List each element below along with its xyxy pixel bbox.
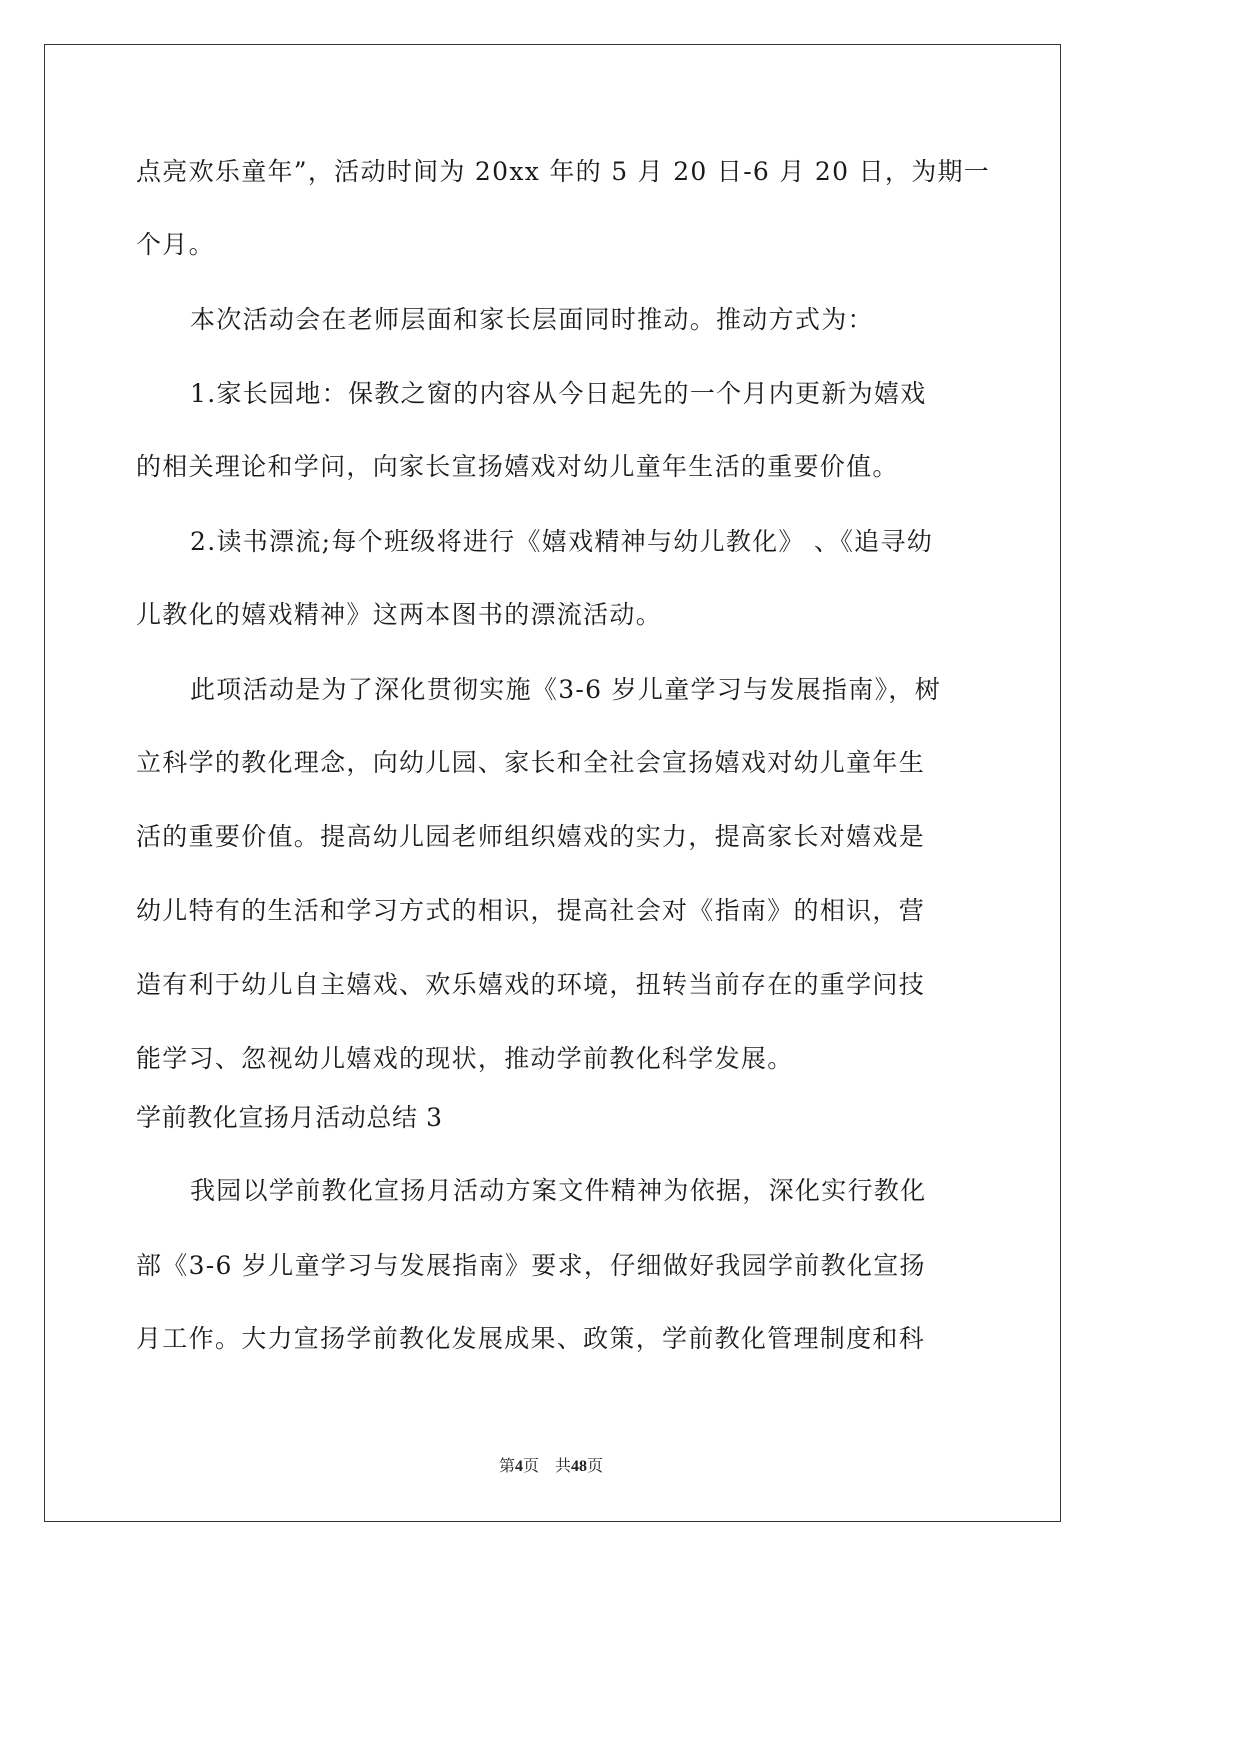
- footer-suffix: 页: [587, 1458, 604, 1475]
- body-line: 月工作。大力宣扬学前教化发展成果、政策，学前教化管理制度和科: [136, 1324, 926, 1353]
- body-line: 立科学的教化理念，向幼儿园、家长和全社会宣扬嬉戏对幼儿童年生: [136, 748, 926, 777]
- body-line: 本次活动会在老师层面和家长层面同时推动。推动方式为：: [190, 305, 874, 334]
- body-line: 此项活动是为了深化贯彻实施《3-6 岁儿童学习与发展指南》，树: [190, 675, 942, 704]
- footer-mid: 页 共: [522, 1458, 571, 1475]
- section-heading: 学前教化宣扬月活动总结 3: [136, 1103, 443, 1132]
- body-line: 儿教化的嬉戏精神》这两本图书的漂流活动。: [136, 600, 663, 629]
- body-line: 点亮欢乐童年”，活动时间为 20xx 年的 5 月 20 日-6 月 20 日，为期一: [136, 157, 991, 186]
- total-pages-number: 48: [571, 1458, 587, 1475]
- body-line: 个月。: [136, 230, 215, 259]
- body-line: 我园以学前教化宣扬月活动方案文件精神为依据，深化实行教化: [190, 1176, 927, 1205]
- body-line: 活的重要价值。提高幼儿园老师组织嬉戏的实力，提高家长对嬉戏是: [136, 822, 926, 851]
- body-line: 1.家长园地：保教之窗的内容从今日起先的一个月内更新为嬉戏: [190, 379, 927, 408]
- body-line: 的相关理论和学问，向家长宣扬嬉戏对幼儿童年生活的重要价值。: [136, 452, 899, 481]
- body-line: 2.读书漂流;每个班级将进行《嬉戏精神与幼儿教化》 、《追寻幼: [190, 527, 934, 556]
- body-line: 部《3-6 岁儿童学习与发展指南》要求，仔细做好我园学前教化宣扬: [136, 1251, 926, 1280]
- current-page-number: 4: [514, 1458, 523, 1475]
- page-footer: [0, 1453, 1102, 1476]
- body-line: 幼儿特有的生活和学习方式的相识，提高社会对《指南》的相识，营: [136, 896, 926, 925]
- footer-prefix: 第: [498, 1458, 515, 1475]
- body-line: 造有利于幼儿自主嬉戏、欢乐嬉戏的环境，扭转当前存在的重学问技: [136, 970, 926, 999]
- page-border: [44, 44, 1061, 1522]
- body-line: 能学习、忽视幼儿嬉戏的现状，推动学前教化科学发展。: [136, 1044, 794, 1073]
